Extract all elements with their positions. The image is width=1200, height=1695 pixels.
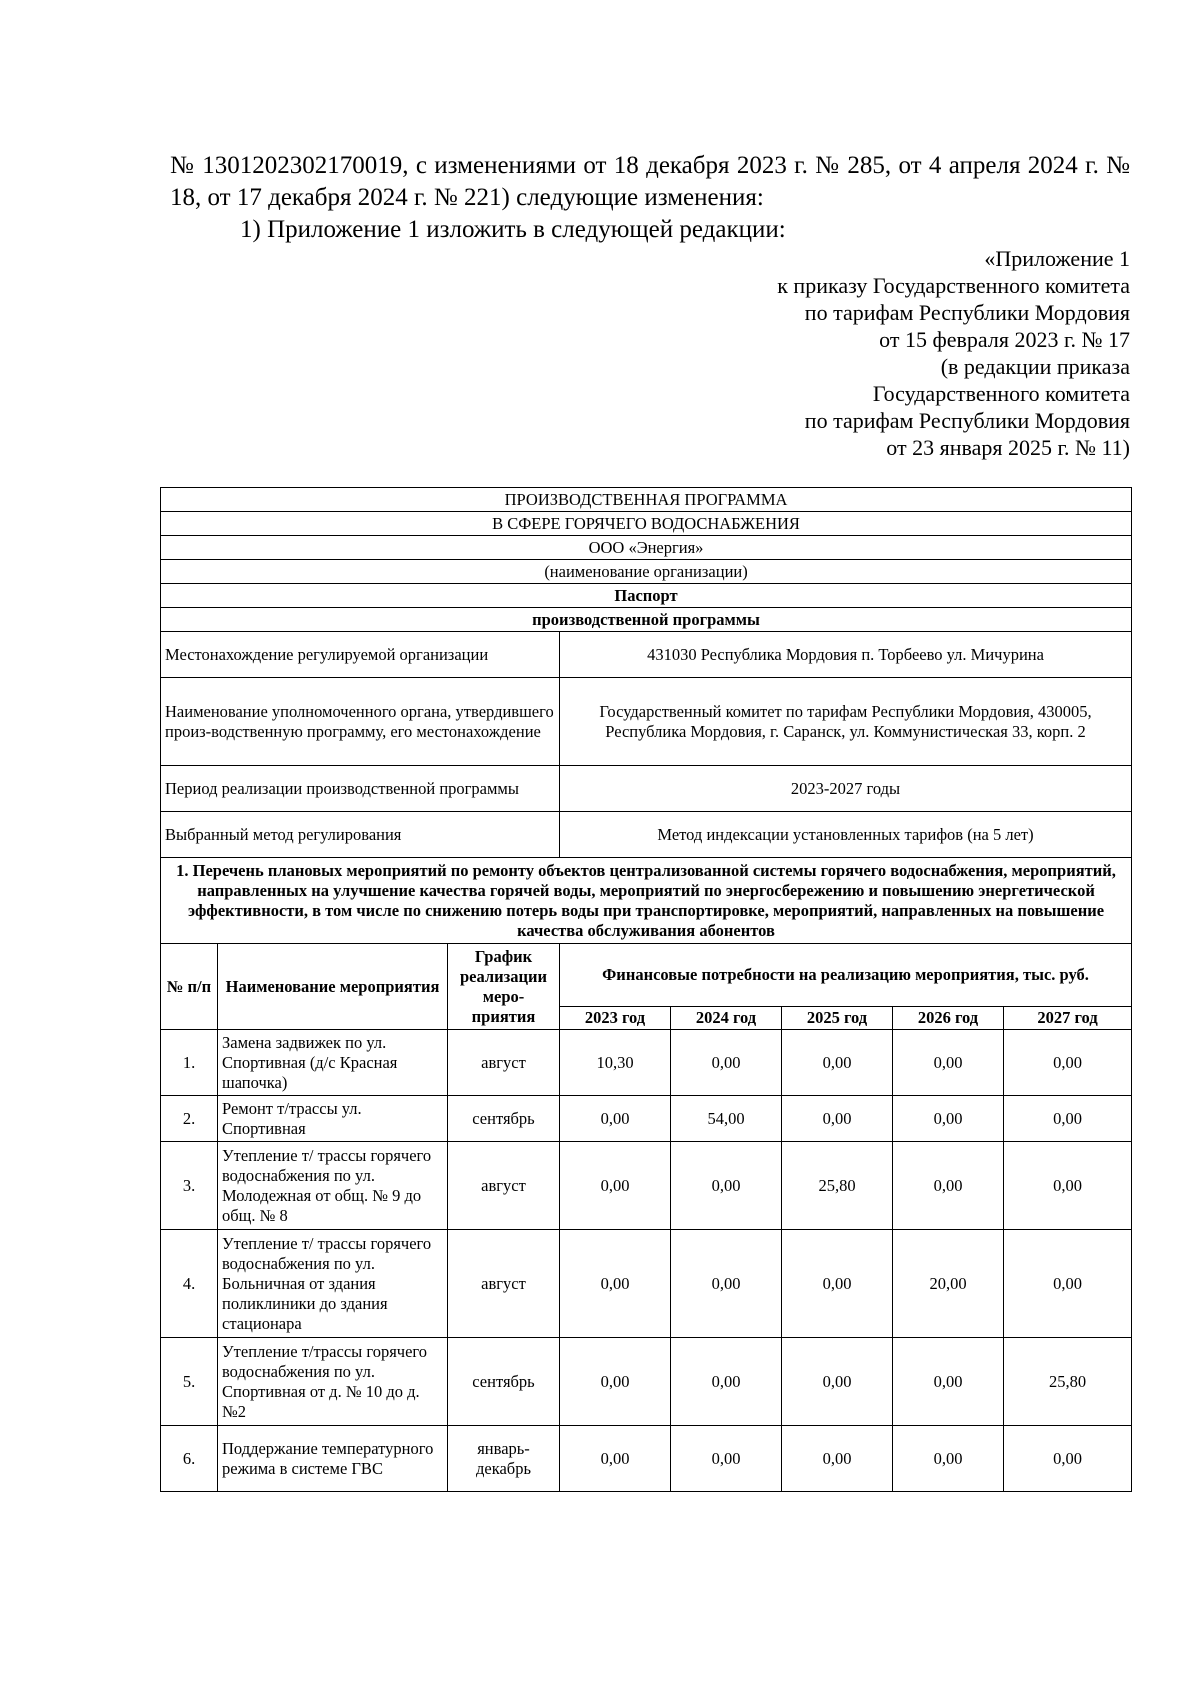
event-cost: 0,00	[893, 1426, 1004, 1492]
event-cost: 20,00	[893, 1230, 1004, 1338]
event-number: 3.	[161, 1142, 218, 1230]
year-header: 2027 год	[1004, 1007, 1132, 1030]
organization-caption: (наименование организации)	[161, 560, 1132, 584]
appendix-line: от 23 января 2025 г. № 11)	[886, 435, 1130, 460]
passport-row	[161, 678, 1132, 766]
event-schedule: август	[448, 1030, 560, 1096]
event-cost: 0,00	[1004, 1426, 1132, 1492]
column-header-schedule: График реализации меро-приятия	[448, 944, 560, 1030]
event-schedule: январь-декабрь	[448, 1426, 560, 1492]
appendix-line: по тарифам Республики Мордовия	[804, 300, 1130, 325]
event-cost: 0,00	[782, 1338, 893, 1426]
appendix-line: по тарифам Республики Мордовия	[804, 408, 1130, 433]
event-name: Замена задвижек по ул. Спортивная (д/с Красная шапочка)	[218, 1030, 448, 1096]
event-cost: 0,00	[893, 1338, 1004, 1426]
event-name: Ремонт т/трассы ул. Спортивная	[218, 1096, 448, 1142]
event-cost: 0,00	[671, 1230, 782, 1338]
event-cost: 0,00	[893, 1030, 1004, 1096]
event-schedule: сентябрь	[448, 1096, 560, 1142]
event-schedule: сентябрь	[448, 1338, 560, 1426]
event-cost: 25,80	[782, 1142, 893, 1230]
passport-label: Период реализации производственной программы	[161, 766, 560, 812]
year-header: 2025 год	[782, 1007, 893, 1030]
table-row	[161, 1096, 1132, 1142]
table-row	[161, 1030, 1132, 1096]
appendix-line: к приказу Государственного комитета	[777, 273, 1130, 298]
program-title: ПРОИЗВОДСТВЕННАЯ ПРОГРАММА	[161, 488, 1132, 512]
program-subtitle: В СФЕРЕ ГОРЯЧЕГО ВОДОСНАБЖЕНИЯ	[161, 512, 1132, 536]
passport-title: Паспорт	[161, 584, 1132, 608]
passport-value: Метод индексации установленных тарифов (на 5 лет)	[560, 812, 1132, 858]
passport-label: Местонахождение регулируемой организации	[161, 632, 560, 678]
table-row	[161, 1230, 1132, 1338]
column-header-number: № п/п	[161, 944, 218, 1030]
passport-value: 431030 Республика Мордовия п. Торбеево ул. Мичурина	[560, 632, 1132, 678]
event-schedule: август	[448, 1230, 560, 1338]
event-cost: 10,30	[560, 1030, 671, 1096]
passport-label: Наименование уполномоченного органа, утвердившего произ-водственную программу, его местонахождение	[161, 678, 560, 766]
section-1-heading: 1. Перечень плановых мероприятий по ремонту объектов централизованной системы горячего водоснабжения, мероприятий, направленных на улучшение качества горячей воды, мероприятий по энергосбережению и повышению энергетической эффективности, в том числе по снижению потерь воды при транспортировке, мероприятий, направленных на повышение качества обслуживания абонентов	[161, 858, 1132, 944]
event-cost: 0,00	[782, 1096, 893, 1142]
passport-value: Государственный комитет по тарифам Республики Мордовия, 430005, Республика Мордовия, г. Саранск, ул. Коммунистическая 33, корп. 2	[560, 678, 1132, 766]
production-program-table	[160, 487, 1132, 1492]
appendix-line: «Приложение 1	[984, 246, 1130, 271]
event-number: 6.	[161, 1426, 218, 1492]
event-cost: 0,00	[560, 1230, 671, 1338]
event-cost: 0,00	[560, 1338, 671, 1426]
event-number: 5.	[161, 1338, 218, 1426]
event-cost: 0,00	[671, 1338, 782, 1426]
intro-text	[170, 150, 1130, 246]
organization-name: ООО «Энергия»	[161, 536, 1132, 560]
appendix-line: от 15 февраля 2023 г. № 17	[879, 327, 1130, 352]
year-header: 2023 год	[560, 1007, 671, 1030]
event-cost: 0,00	[560, 1096, 671, 1142]
event-cost: 0,00	[671, 1030, 782, 1096]
event-cost: 0,00	[560, 1426, 671, 1492]
year-header: 2026 год	[893, 1007, 1004, 1030]
intro-paragraph: № 1301202302170019, с изменениями от 18 декабря 2023 г. № 285, от 4 апреля 2024 г. № 18, от 17 декабря 2024 г. № 221) следующие изменения:	[170, 152, 1130, 211]
event-schedule: август	[448, 1142, 560, 1230]
event-name: Утепление т/ трассы горячего водоснабжения по ул. Молодежная от общ. № 9 до общ. № 8	[218, 1142, 448, 1230]
event-cost: 0,00	[1004, 1030, 1132, 1096]
column-header-finance: Финансовые потребности на реализацию мероприятия, тыс. руб.	[560, 944, 1132, 1007]
event-cost: 0,00	[1004, 1142, 1132, 1230]
appendix-line: Государственного комитета	[872, 381, 1130, 406]
table-row	[161, 1142, 1132, 1230]
event-number: 4.	[161, 1230, 218, 1338]
event-cost: 0,00	[1004, 1096, 1132, 1142]
event-cost: 0,00	[1004, 1230, 1132, 1338]
event-cost: 0,00	[782, 1230, 893, 1338]
event-cost: 0,00	[893, 1096, 1004, 1142]
intro-item-1: 1) Приложение 1 изложить в следующей редакции:	[240, 216, 786, 243]
event-cost: 0,00	[782, 1426, 893, 1492]
table-row	[161, 1426, 1132, 1492]
event-cost: 0,00	[782, 1030, 893, 1096]
passport-row	[161, 766, 1132, 812]
event-number: 1.	[161, 1030, 218, 1096]
event-cost: 0,00	[671, 1142, 782, 1230]
event-name: Поддержание температурного режима в системе ГВС	[218, 1426, 448, 1492]
passport-row	[161, 632, 1132, 678]
table-row	[161, 1338, 1132, 1426]
passport-value: 2023-2027 годы	[560, 766, 1132, 812]
year-header: 2024 год	[671, 1007, 782, 1030]
event-cost: 0,00	[671, 1426, 782, 1492]
event-cost: 0,00	[893, 1142, 1004, 1230]
event-cost: 0,00	[560, 1142, 671, 1230]
event-cost: 54,00	[671, 1096, 782, 1142]
column-header-name: Наименование мероприятия	[218, 944, 448, 1030]
appendix-reference	[600, 245, 1130, 461]
event-number: 2.	[161, 1096, 218, 1142]
event-name: Утепление т/трассы горячего водоснабжения по ул. Спортивная от д. № 10 до д. №2	[218, 1338, 448, 1426]
event-cost: 25,80	[1004, 1338, 1132, 1426]
passport-subtitle: производственной программы	[161, 608, 1132, 632]
passport-label: Выбранный метод регулирования	[161, 812, 560, 858]
event-name: Утепление т/ трассы горячего водоснабжения по ул. Больничная от здания поликлиники до здания стационара	[218, 1230, 448, 1338]
appendix-line: (в редакции приказа	[940, 354, 1130, 379]
passport-row	[161, 812, 1132, 858]
